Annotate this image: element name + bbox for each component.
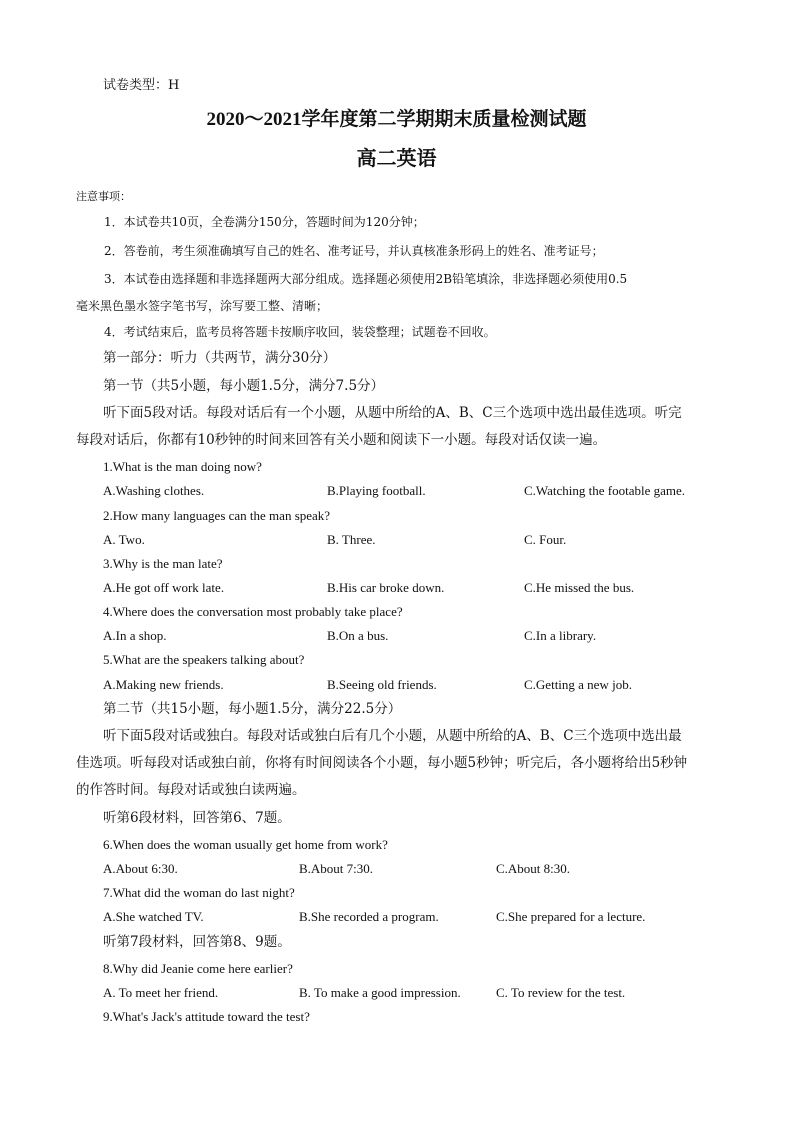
notice-item: 3．本试卷由选择题和非选择题两大部分组成。选择题必须使用2B铅笔填涂，非选择题必须使用0.5: [104, 272, 628, 286]
section1-heading: 第一节（共5小题，每小题1.5分，满分7.5分）: [103, 378, 385, 394]
option-a: A.Washing clothes.: [103, 483, 205, 498]
part1-heading: 第一部分：听力（共两节，满分30分）: [103, 350, 337, 366]
question: 3.Why is the man late?: [103, 556, 223, 571]
question: 1.What is the man doing now?: [103, 459, 262, 474]
section2-instructions: 的作答时间。每段对话或独白读两遍。: [76, 782, 306, 798]
option-c: C.About 8:30.: [496, 861, 571, 876]
option-b: B.About 7:30.: [299, 861, 374, 876]
notice-item: 毫米黑色墨水签字笔书写，涂写要工整、清晰；: [76, 299, 329, 313]
paper-type: 试卷类型：H: [103, 78, 180, 93]
option-b: B. Three.: [327, 532, 376, 547]
option-c: C.He missed the bus.: [524, 580, 635, 595]
option-c: C.Getting a new job.: [524, 677, 632, 692]
option-c: C. To review for the test.: [496, 985, 626, 1000]
question: 7.What did the woman do last night?: [103, 885, 295, 900]
section2-instructions: 佳选项。听每段对话或独白前，你将有时间阅读各个小题，每小题5秒钟；听完后，各小题将给出5秒钟: [76, 755, 688, 771]
option-b: B.Playing football.: [327, 483, 426, 498]
option-b: B.His car broke down.: [327, 580, 445, 595]
exam-title: 2020～2021学年度第二学期期末质量检测试题: [206, 109, 587, 130]
option-a: A.She watched TV.: [103, 909, 204, 924]
option-a: A.Making new friends.: [103, 677, 224, 692]
option-c: C.In a library.: [524, 628, 597, 643]
notice-heading: 注意事项：: [76, 190, 131, 203]
question: 9.What's Jack's attitude toward the test?: [103, 1009, 310, 1024]
section1-instructions: 听下面5段对话。每段对话后有一个小题，从题中所给的A、B、C三个选项中选出最佳选项。听完: [103, 405, 682, 421]
option-c: C. Four.: [524, 532, 567, 547]
notice-item: 4．考试结束后，监考员将答题卡按顺序收回，装袋整理；试题卷不回收。: [104, 325, 496, 339]
question: 8.Why did Jeanie come here earlier?: [103, 961, 293, 976]
question: 2.How many languages can the man speak?: [103, 508, 331, 523]
option-a: A.He got off work late.: [103, 580, 225, 595]
material-label: 听第6段材料，回答第6、7题。: [103, 810, 291, 826]
option-a: A.In a shop.: [103, 628, 167, 643]
section1-instructions: 每段对话后，你都有10秒钟的时间来回答有关小题和阅读下一小题。每段对话仅读一遍。: [76, 432, 607, 448]
option-b: B.On a bus.: [327, 628, 389, 643]
option-c: C.Watching the footable game.: [524, 483, 686, 498]
material-label: 听第7段材料，回答第8、9题。: [103, 934, 291, 950]
option-b: B.Seeing old friends.: [327, 677, 437, 692]
option-a: A.About 6:30.: [103, 861, 178, 876]
option-b: B.She recorded a program.: [299, 909, 439, 924]
notice-item: 2．答卷前，考生须准确填写自己的姓名、准考证号，并认真核准条形码上的姓名、准考证号；: [104, 244, 604, 258]
option-c: C.She prepared for a lecture.: [496, 909, 646, 924]
question: 6.When does the woman usually get home from work?: [103, 837, 388, 852]
question: 4.Where does the conversation most probably take place?: [103, 604, 403, 619]
option-a: A. Two.: [103, 532, 145, 547]
exam-subtitle: 高二英语: [356, 148, 437, 170]
notice-item: 1．本试卷共10页，全卷满分150分，答题时间为120分钟；: [104, 215, 425, 229]
section2-heading: 第二节（共15小题，每小题1.5分，满分22.5分）: [103, 701, 402, 717]
option-b: B. To make a good impression.: [299, 985, 461, 1000]
section2-instructions: 听下面5段对话或独白。每段对话或独白后有几个小题，从题中所给的A、B、C三个选项中选出最: [103, 728, 682, 744]
option-a: A. To meet her friend.: [103, 985, 219, 1000]
question: 5.What are the speakers talking about?: [103, 652, 305, 667]
